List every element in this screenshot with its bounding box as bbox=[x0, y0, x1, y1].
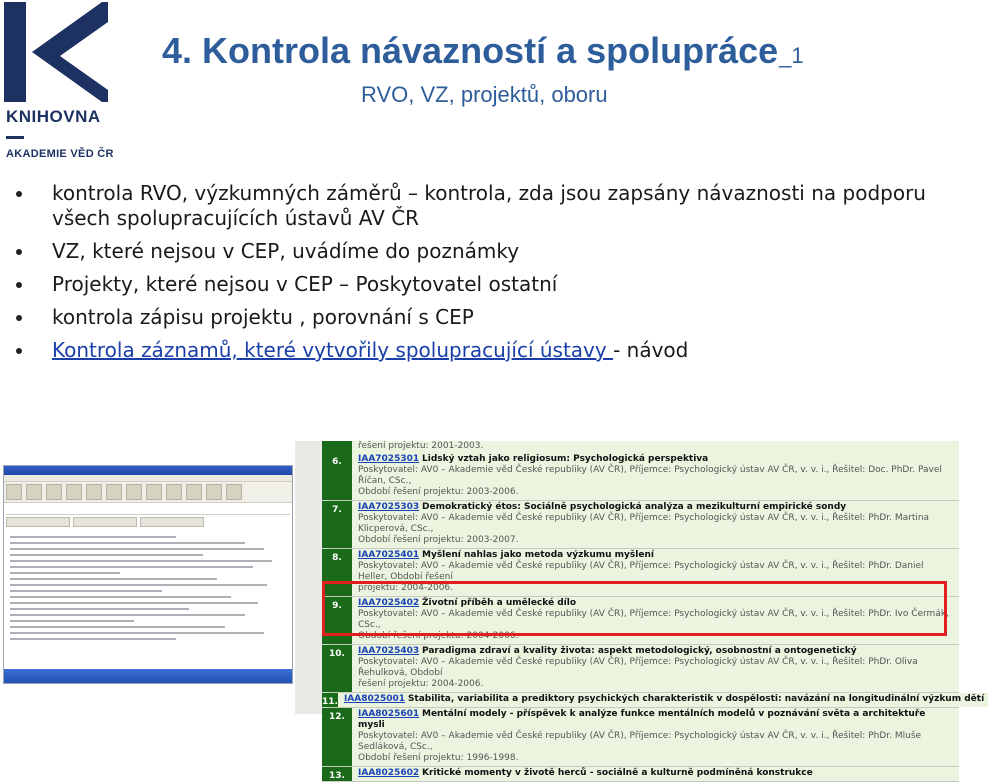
guide-link[interactable]: Kontrola záznamů, které vytvořily spolupracující ústavy bbox=[52, 338, 614, 362]
project-period: řešení projektu: 2004-2006. bbox=[358, 679, 484, 689]
thumb-content bbox=[4, 528, 292, 669]
highlight-box bbox=[322, 581, 947, 636]
row-number: 9. bbox=[322, 597, 352, 644]
thumb-tool-icon bbox=[126, 484, 142, 500]
project-code-link[interactable]: IAA7025402 bbox=[358, 598, 420, 608]
project-code-link[interactable]: IAA7025303 bbox=[358, 502, 420, 512]
project-title: Paradigma zdraví a kvality života: aspekt metodologický, osobnostní a ontogenetický bbox=[422, 646, 857, 656]
project-list-screenshot bbox=[295, 441, 985, 781]
thumb-tool-icon bbox=[226, 484, 242, 500]
project-row-tail bbox=[322, 441, 959, 453]
thumb-tabs bbox=[4, 515, 292, 527]
project-code-link[interactable]: IAA8025001 bbox=[343, 694, 406, 704]
project-code-link[interactable]: IAA8025601 bbox=[358, 709, 420, 719]
project-period: Období řešení projektu: 2003-2007. bbox=[358, 535, 519, 545]
bullet-list bbox=[16, 181, 946, 371]
row-content bbox=[338, 693, 988, 707]
row-number: 12. bbox=[322, 708, 352, 766]
thumb-tab bbox=[140, 517, 204, 527]
project-period: projektu: 2004-2006. bbox=[358, 583, 454, 593]
project-title: Stabilita, variabilita a prediktory psychických charakteristik v dospělosti: navázání na longitudinální výzkum dětí bbox=[407, 694, 985, 704]
row-content bbox=[352, 501, 959, 548]
row-number: 6. bbox=[322, 453, 352, 500]
project-title: Lidský vztah jako religiosum: Psychologická perspektiva bbox=[422, 454, 709, 464]
project-details: Poskytovatel: AV0 – Akademie věd České republiky (AV ČR), Příjemce: Psychologický ústav AV ČR, v. v. i., Řešitel: PhDr. Oliva Řehulková, Období bbox=[358, 657, 918, 678]
project-row bbox=[322, 767, 959, 782]
project-details: Poskytovatel: AV0 – Akademie věd České republiky (AV ČR), Příjemce: Psychologický ústav AV ČR, v. v. i., Řešitel: PhDr. Martina Klicperová, CSc., bbox=[358, 513, 930, 534]
thumb-tool-icon bbox=[166, 484, 182, 500]
logo-name: KNIHOVNA bbox=[6, 107, 101, 126]
row-number: 8. bbox=[322, 549, 352, 596]
thumb-tab bbox=[73, 517, 137, 527]
project-row bbox=[322, 453, 959, 501]
logo-org: AKADEMIE VĚD ČR bbox=[6, 148, 114, 160]
project-code-link[interactable]: IAA8025602 bbox=[358, 768, 420, 778]
row-number: 10. bbox=[322, 645, 352, 692]
thumb-menubar bbox=[4, 475, 292, 482]
thumb-tool-icon bbox=[186, 484, 202, 500]
bullet-item: kontrola zápisu projektu , porovnání s CEP bbox=[16, 305, 946, 330]
row-content bbox=[352, 453, 959, 500]
thumb-tool-icon bbox=[86, 484, 102, 500]
slide-subtitle: RVO, VZ, projektů, oboru bbox=[361, 82, 608, 107]
thumb-text-lines bbox=[4, 528, 292, 648]
thumb-tool-icon bbox=[106, 484, 122, 500]
project-row bbox=[322, 501, 959, 549]
project-code-link[interactable]: IAA7025401 bbox=[358, 550, 420, 560]
row-tail-text: řešení projektu: 2001-2003. bbox=[352, 441, 959, 453]
bullet-item: VZ, které nejsou v CEP, uvádíme do poznámky bbox=[16, 239, 946, 264]
thumb-address-bar bbox=[6, 505, 290, 515]
browser-screenshot-thumbnail bbox=[3, 465, 293, 684]
kav-logo bbox=[0, 0, 130, 170]
project-title: Myšlení nahlas jako metoda výzkumu myšlení bbox=[422, 550, 654, 560]
thumb-taskbar bbox=[4, 669, 292, 683]
guide-suffix: - návod bbox=[613, 338, 689, 362]
project-row bbox=[322, 708, 959, 767]
project-code-link[interactable]: IAA7025403 bbox=[358, 646, 420, 656]
project-row bbox=[322, 645, 959, 693]
screenshot-sidebar bbox=[295, 441, 322, 714]
row-number-cell bbox=[322, 441, 352, 453]
project-period: Období řešení projektu: 2004-2006. bbox=[358, 631, 519, 641]
row-number: 13. bbox=[322, 767, 352, 781]
thumb-tool-icon bbox=[46, 484, 62, 500]
row-content bbox=[352, 708, 959, 766]
row-number: 11. bbox=[322, 693, 338, 707]
bullet-item-guide bbox=[16, 338, 946, 363]
project-code-link[interactable]: IAA7025301 bbox=[358, 454, 420, 464]
thumb-tool-icon bbox=[206, 484, 222, 500]
thumb-tool-icon bbox=[6, 484, 22, 500]
project-details: Poskytovatel: AV0 – Akademie věd České republiky (AV ČR), Příjemce: Psychologický ústav AV ČR, v. v. i., Řešitel: PhDr. Daniel Heller, Období řešení bbox=[358, 561, 924, 582]
project-title: Životní příběh a umělecké dílo bbox=[422, 598, 577, 608]
logo-divider bbox=[6, 136, 24, 139]
thumb-toolbar bbox=[4, 482, 292, 503]
project-period: Období řešení projektu: 2003-2006. bbox=[358, 487, 519, 497]
row-content bbox=[352, 645, 959, 692]
project-row bbox=[322, 693, 985, 708]
project-details: Poskytovatel: AV0 – Akademie věd České republiky (AV ČR), Příjemce: Psychologický ústav AV ČR, v. v. i., Řešitel: Doc. PhDr. Pavel Říčan, CSc., bbox=[358, 465, 942, 486]
project-details: Poskytovatel: AV0 – Akademie věd České republiky (AV ČR), Příjemce: Psychologický ústav AV ČR, v. v. i., Řešitel: PhDr. Ivo Čermák, CSc., bbox=[358, 609, 949, 630]
thumb-tool-icon bbox=[26, 484, 42, 500]
thumb-tab bbox=[6, 517, 70, 527]
thumb-titlebar bbox=[4, 466, 292, 475]
project-title: Kritické momenty v životě herců - sociálně a kulturně podmíněná konstrukce bbox=[422, 768, 813, 778]
row-number: 7. bbox=[322, 501, 352, 548]
slide-title-text: 4. Kontrola návazností a spolupráce bbox=[162, 30, 779, 71]
bullet-item: Projekty, které nejsou v CEP – Poskytovatel ostatní bbox=[16, 272, 946, 297]
project-title: Mentální modely - příspěvek k analýze funkce mentálních modelů v poznávání světa a architektuře mysli bbox=[358, 709, 926, 730]
project-details: Poskytovatel: AV0 – Akademie věd České republiky (AV ČR), Příjemce: Psychologický ústav AV ČR, v. v. i., Řešitel: PhDr. Mluše Sedláková, CSc., bbox=[358, 731, 922, 752]
slide-title-suffix: _1 bbox=[779, 43, 804, 68]
slide-title bbox=[162, 30, 804, 72]
row-content bbox=[352, 767, 959, 781]
thumb-tool-icon bbox=[146, 484, 162, 500]
kav-logo-mark bbox=[4, 2, 114, 107]
thumb-tool-icon bbox=[66, 484, 82, 500]
project-period: Období řešení projektu: 1996-1998. bbox=[358, 753, 519, 763]
project-title: Demokratický étos: Sociálně psychologická analýza a mezikulturní empirické sondy bbox=[422, 502, 847, 512]
bullet-item: kontrola RVO, výzkumných záměrů – kontrola, zda jsou zapsány návaznosti na podporu všech spolupracujících ústavů AV ČR bbox=[16, 181, 946, 231]
